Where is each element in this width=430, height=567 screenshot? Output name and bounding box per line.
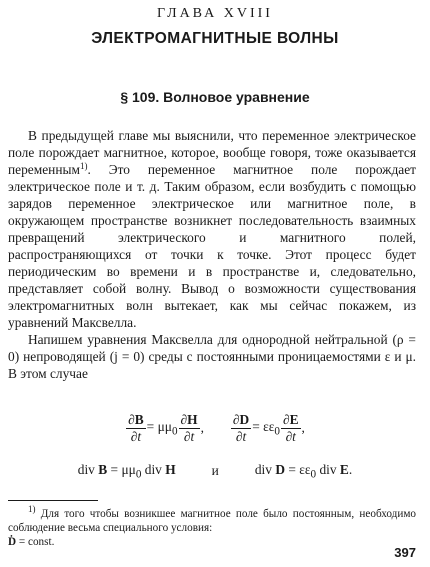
vector-E: E: [339, 462, 349, 477]
page-number: 397: [394, 545, 416, 560]
fraction-denominator: ∂t: [183, 429, 195, 444]
fraction-numerator: ∂E: [282, 412, 299, 427]
comma: ,: [301, 420, 305, 435]
fraction-dB-dt: [126, 412, 146, 444]
fraction-numerator: ∂D: [232, 412, 250, 427]
equation-rhs: [252, 419, 280, 438]
fraction-numerator: ∂B: [128, 412, 144, 427]
equation-row-1: [0, 412, 430, 444]
comma: ,: [200, 420, 204, 435]
footnote-body: Для того чтобы возникшее магнитное поле было постоянным, необходимо соблюдение весьма специального условия:: [8, 508, 417, 534]
paragraph-1-rest: . Это переменное магнитное поле порождает электрическое поле и т. д. Таким образом, если возбудить с помощью зарядов переменное электрическое или магнитное поле, в окружающем пространстве возникнет последовательность взаимных превращений электрического и магнитного полей, распространяющихся от точки к точке. Этот процесс будет периодическим во времени и в пространстве и, следовательно, представляет собой волну. Вывод о возможности существования электромагнитных волн вытекает, как мы сейчас покажем, из уравнений Максвелла.: [8, 162, 416, 330]
period: .: [348, 462, 353, 477]
div-operator: div: [319, 462, 337, 477]
footnote-formula-rest: = const.: [18, 536, 55, 548]
footnote: [8, 504, 417, 549]
fraction-dE-dt: [281, 412, 301, 444]
body-text: [8, 127, 416, 382]
vector-H: H: [165, 462, 176, 477]
footnote-text: [8, 504, 417, 549]
equation-row-2: [0, 462, 430, 481]
section-heading: § 109. Волновое уравнение: [120, 89, 310, 105]
vector-D: D: [275, 462, 285, 477]
footnote-mark: 1): [28, 504, 36, 514]
eps-eps: = εε: [288, 462, 311, 477]
div-operator: div: [144, 462, 162, 477]
paragraph-1: [8, 127, 416, 331]
fraction-dH-dt: [179, 412, 200, 444]
subscript: 0: [171, 425, 178, 438]
conjunction: и: [211, 463, 219, 479]
footnote-formula-D: Ḋ: [8, 536, 17, 548]
fraction-denominator: ∂t: [285, 429, 296, 444]
div-operator: div: [254, 462, 272, 477]
mu-mu: = μμ: [146, 418, 172, 434]
equation-rhs: [147, 419, 178, 438]
subscript: 0: [135, 468, 142, 481]
eps-eps: = εε: [252, 418, 275, 434]
div-D-equation: [255, 462, 352, 481]
footnote-divider: [8, 500, 98, 501]
paragraph-2: Напишем уравнения Максвелла для однородной нейтральной (ρ = 0) непроводящей (j = 0) среды с постоянными проницаемостями ε и μ. В этом случае: [8, 332, 416, 381]
mu-mu: = μμ: [110, 462, 136, 477]
subscript: 0: [274, 425, 280, 438]
chapter-title: ЭЛЕКТРОМАГНИТНЫЕ ВОЛНЫ: [91, 30, 339, 47]
footnote-reference: 1): [79, 161, 88, 171]
fraction-dD-dt: [231, 412, 251, 444]
chapter-heading: ГЛАВА XVIII: [157, 6, 273, 21]
subscript: 0: [310, 468, 317, 481]
fraction-denominator: ∂t: [235, 429, 247, 444]
div-B-equation: [78, 462, 176, 481]
fraction-numerator: ∂H: [180, 412, 198, 427]
div-operator: div: [77, 462, 95, 477]
fraction-denominator: ∂t: [130, 429, 142, 444]
paragraph-1-start: В предыдущей главе мы выяснили, что переменное электрическое поле порождает магнитное, которое, вообще говоря, тоже оказывается переменным: [8, 128, 416, 177]
vector-B: B: [98, 462, 108, 477]
